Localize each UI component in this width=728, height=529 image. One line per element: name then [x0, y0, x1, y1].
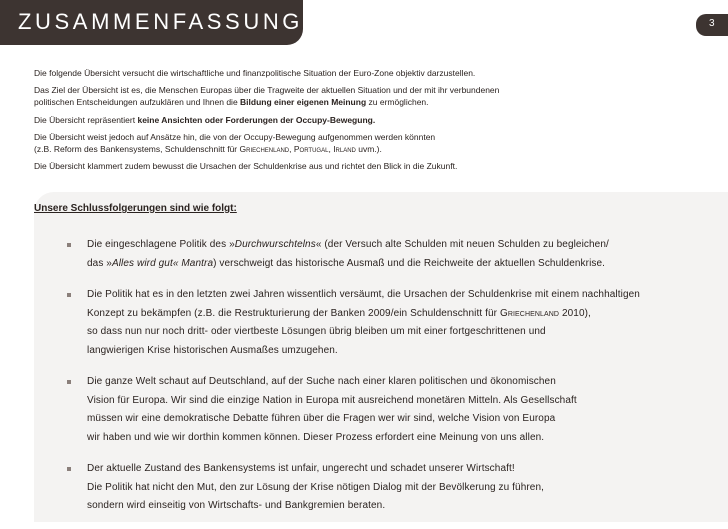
intro-paragraph [34, 84, 674, 108]
text-run: das » [87, 257, 112, 269]
header-bar [0, 0, 303, 45]
conclusion-item [62, 286, 682, 360]
conclusion-line [87, 286, 682, 305]
page-title: ZUSAMMENFASSUNG [18, 9, 304, 34]
text-run: Die Politik hat nicht den Mut, den zur Lösung der Krise nötigen Dialog mit der Bevölkerung zu führen, [87, 481, 545, 493]
conclusion-item [62, 236, 682, 273]
text-run: Konzept zu bekämpfen (z.B. die Restrukturierung der Banken 2009/ein Schuldenschnitt für [87, 307, 500, 319]
text-run: Die Politik hat es in den letzten zwei Jahren wissentlich versäumt, die Ursachen der Schuldenkrise mit einem nachhaltigen [87, 289, 640, 300]
conclusion-line [87, 305, 682, 324]
country-name: Griechenland [239, 144, 290, 155]
conclusions-list [62, 236, 682, 529]
intro-paragraph [34, 160, 674, 172]
emphasis-text: Bildung einer eigenen Meinung [240, 97, 367, 108]
text-run: 2010), [559, 307, 591, 319]
italic-text: Durchwurschtelns [234, 239, 316, 250]
conclusion-line [87, 255, 682, 274]
conclusion-item [62, 460, 682, 516]
text-run: sondern wird einseitig von Wirtschafts- und Bankgremien beraten. [87, 500, 386, 511]
conclusion-line [87, 392, 682, 411]
text-run: wir haben und wie wir dorthin kommen können. Dieser Prozess erfordert eine Meinung von uns allen. [87, 431, 545, 443]
conclusion-line [87, 497, 682, 516]
text-run: , [289, 144, 294, 155]
text-run: Vision für Europa. Wir sind die einzige Nation in Europa mit ausreichend monetären Mitteln. Als Gesellschaft [87, 394, 577, 406]
page-number-badge [696, 14, 728, 36]
text-run: Die ganze Welt schaut auf Deutschland, auf der Suche nach einer klaren politischen und ökonomischen [87, 376, 556, 387]
emphasis-text: keine Ansichten oder Forderungen der Occupy-Bewegung. [137, 114, 376, 125]
country-name: Irland [333, 144, 356, 155]
italic-text: Alles wird gut« Mantra [111, 257, 214, 269]
text-run: müssen wir eine demokratische Debatte führen über die Fragen wer wir sind, welche Vision von Europa [87, 413, 556, 424]
intro-paragraph [34, 114, 674, 126]
conclusion-line [87, 323, 682, 342]
conclusion-line [87, 236, 682, 255]
conclusions-heading: Unsere Schlussfolgerungen sind wie folgt: [34, 203, 237, 214]
text-run: politischen Entscheidungen aufzuklären und Ihnen die [34, 97, 241, 108]
conclusion-item [62, 373, 682, 447]
bullet-icon [67, 467, 71, 471]
country-name: Portugal [293, 144, 329, 155]
text-run: zu ermöglichen. [366, 97, 429, 108]
text-run: , [328, 144, 334, 155]
conclusion-line [87, 479, 682, 498]
text-run: « (der Versuch alte Schulden mit neuen Schulden zu begleichen/ [315, 239, 609, 250]
bullet-icon [67, 293, 71, 297]
intro-paragraph [34, 131, 674, 155]
bullet-icon [67, 380, 71, 384]
text-run: Die Übersicht weist jedoch auf Ansätze hin, die von der Occupy-Bewegung aufgenommen werden könnten [34, 131, 436, 142]
conclusion-line [87, 410, 682, 429]
text-run: Die eingeschlagene Politik des » [87, 239, 235, 250]
country-name: Griechenland [499, 307, 560, 319]
text-run: Die folgende Übersicht versucht die wirtschaftliche und finanzpolitische Situation der Euro-Zone objektiv darzustellen. [34, 68, 476, 78]
text-run: Das Ziel der Übersicht ist es, die Menschen Europas über die Tragweite der aktuellen Situation und der mit ihr verbundenen [34, 85, 500, 96]
text-run: ) verschweigt das historische Ausmaß und die Reichweite der aktuellen Schuldenkrise. [213, 257, 606, 269]
conclusion-line [87, 342, 682, 361]
conclusion-line [87, 460, 682, 479]
text-run: (z.B. Reform des Bankensystems, Schuldenschnitt für [34, 144, 240, 155]
bullet-icon [67, 243, 71, 247]
text-run: Der aktuelle Zustand des Bankensystems ist unfair, ungerecht und schadet unserer Wirtschaft! [87, 463, 515, 474]
conclusion-line [87, 373, 682, 392]
intro-section [34, 67, 674, 177]
text-run: uvm.). [355, 144, 382, 155]
text-run: Die Übersicht klammert zudem bewusst die Ursachen der Schuldenkrise aus und richtet den Blick in die Zukunft. [34, 161, 458, 172]
conclusion-line [87, 429, 682, 448]
text-run: langwierigen Krise historischen Ausmaßes umzugehen. [87, 344, 338, 356]
intro-paragraph [34, 67, 674, 79]
text-run: so dass nun nur noch dritt- oder viertbeste Lösungen übrig bleiben um mit einer fortgeschrittenen und [87, 326, 546, 337]
text-run: Die Übersicht repräsentiert [34, 114, 138, 125]
page-number: 3 [709, 18, 715, 29]
